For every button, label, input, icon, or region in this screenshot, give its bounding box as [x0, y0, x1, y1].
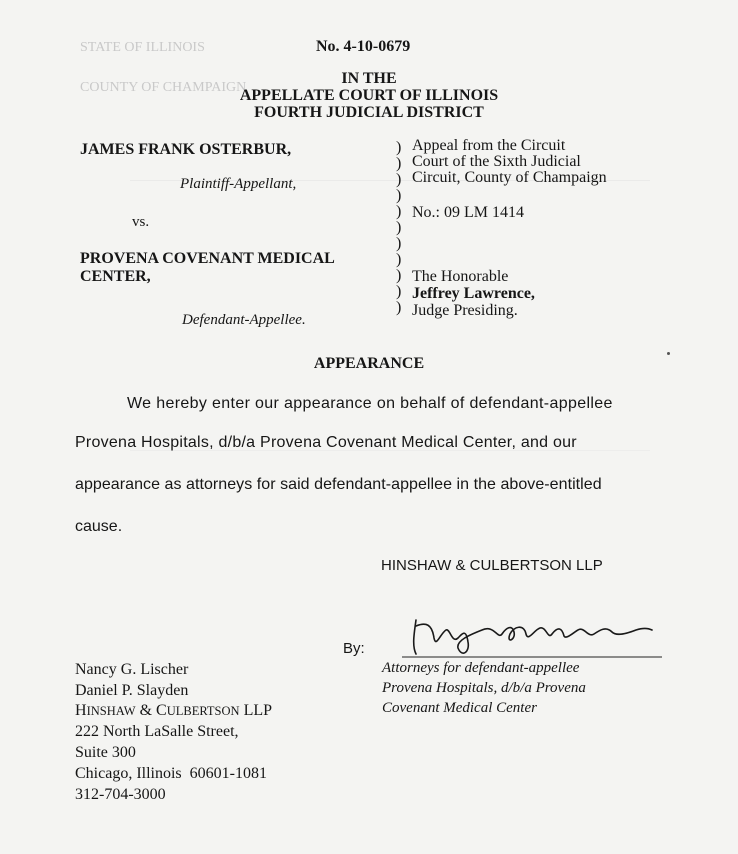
- plaintiff-name: JAMES FRANK OSTERBUR,: [80, 141, 292, 158]
- defendant-name-line2: CENTER,: [80, 268, 151, 285]
- bleed-through-text: COUNTY OF CHAMPAIGN: [80, 80, 247, 95]
- judge-name: Jeffrey Lawrence,: [412, 285, 535, 302]
- attorneys-for-line3: Covenant Medical Center: [382, 700, 537, 716]
- attorneys-for-line1: Attorneys for defendant-appellee: [382, 660, 580, 676]
- court-heading-line3: FOURTH JUDICIAL DISTRICT: [254, 104, 484, 121]
- counsel-firm: [75, 702, 272, 720]
- counsel-city: Chicago, Illinois 60601-1081: [75, 765, 267, 782]
- caption-paren: ): [396, 299, 402, 316]
- stray-mark: [667, 352, 670, 355]
- defendant-name-line1: PROVENA COVENANT MEDICAL: [80, 250, 335, 267]
- firm-suffix: LLP: [239, 702, 273, 719]
- appeal-line2: Court of the Sixth Judicial: [412, 153, 581, 170]
- body-line4: cause.: [75, 518, 123, 535]
- firm-rest-c: ULBERTSON: [166, 704, 240, 718]
- judge-line1: The Honorable: [412, 268, 509, 285]
- bleed-through-text: STATE OF ILLINOIS: [80, 40, 205, 55]
- body-line1: We hereby enter our appearance on behalf of defendant-appellee: [127, 395, 613, 412]
- caption-paren: ): [396, 267, 402, 284]
- court-heading-line2: APPELLATE COURT OF ILLINOIS: [239, 87, 499, 104]
- counsel-suite: Suite 300: [75, 744, 136, 761]
- caption-paren: ): [396, 283, 402, 300]
- caption-paren: ): [396, 139, 402, 156]
- caption-paren: ): [396, 219, 402, 236]
- caption-paren: ): [396, 155, 402, 172]
- judge-line3: Judge Presiding.: [412, 302, 518, 319]
- plaintiff-role: Plaintiff-Appellant,: [180, 176, 297, 192]
- body-line3: appearance as attorneys for said defendant-appellee in the above-entitled: [75, 476, 602, 493]
- caption-paren: ): [396, 171, 402, 188]
- bleed-through-text: [130, 180, 650, 301]
- counsel-name1: Nancy G. Lischer: [75, 661, 189, 678]
- counsel-phone: 312-704-3000: [75, 786, 166, 803]
- firm-rest-h: INSHAW: [86, 704, 136, 718]
- appeal-line1: Appeal from the Circuit: [412, 137, 566, 154]
- caption-paren: ): [396, 187, 402, 204]
- defendant-role: Defendant-Appellee.: [182, 312, 306, 328]
- firm-initial-c: C: [156, 702, 167, 719]
- document-title: APPEARANCE: [313, 355, 425, 372]
- firm-amp: &: [135, 702, 157, 719]
- firm-name: HINSHAW & CULBERTSON LLP: [381, 557, 603, 574]
- caption-paren: ): [396, 251, 402, 268]
- appeal-line3: Circuit, County of Champaign: [412, 169, 607, 186]
- counsel-street: 222 North LaSalle Street,: [75, 723, 239, 740]
- caption-paren: ): [396, 203, 402, 220]
- counsel-name2: Daniel P. Slayden: [75, 682, 189, 699]
- by-label: By:: [343, 640, 365, 657]
- handwritten-signature: [402, 604, 662, 660]
- trial-number: No.: 09 LM 1414: [412, 204, 524, 221]
- attorneys-for-line2: Provena Hospitals, d/b/a Provena: [382, 680, 586, 696]
- caption-paren: ): [396, 235, 402, 252]
- body-line2: Provena Hospitals, d/b/a Provena Covenant Medical Center, and our: [75, 434, 577, 451]
- case-number: No. 4-10-0679: [316, 38, 411, 55]
- firm-initial-h: H: [75, 702, 87, 719]
- versus-label: vs.: [132, 214, 150, 230]
- court-heading-line1: IN THE: [341, 70, 397, 87]
- signature-stroke: [414, 620, 652, 654]
